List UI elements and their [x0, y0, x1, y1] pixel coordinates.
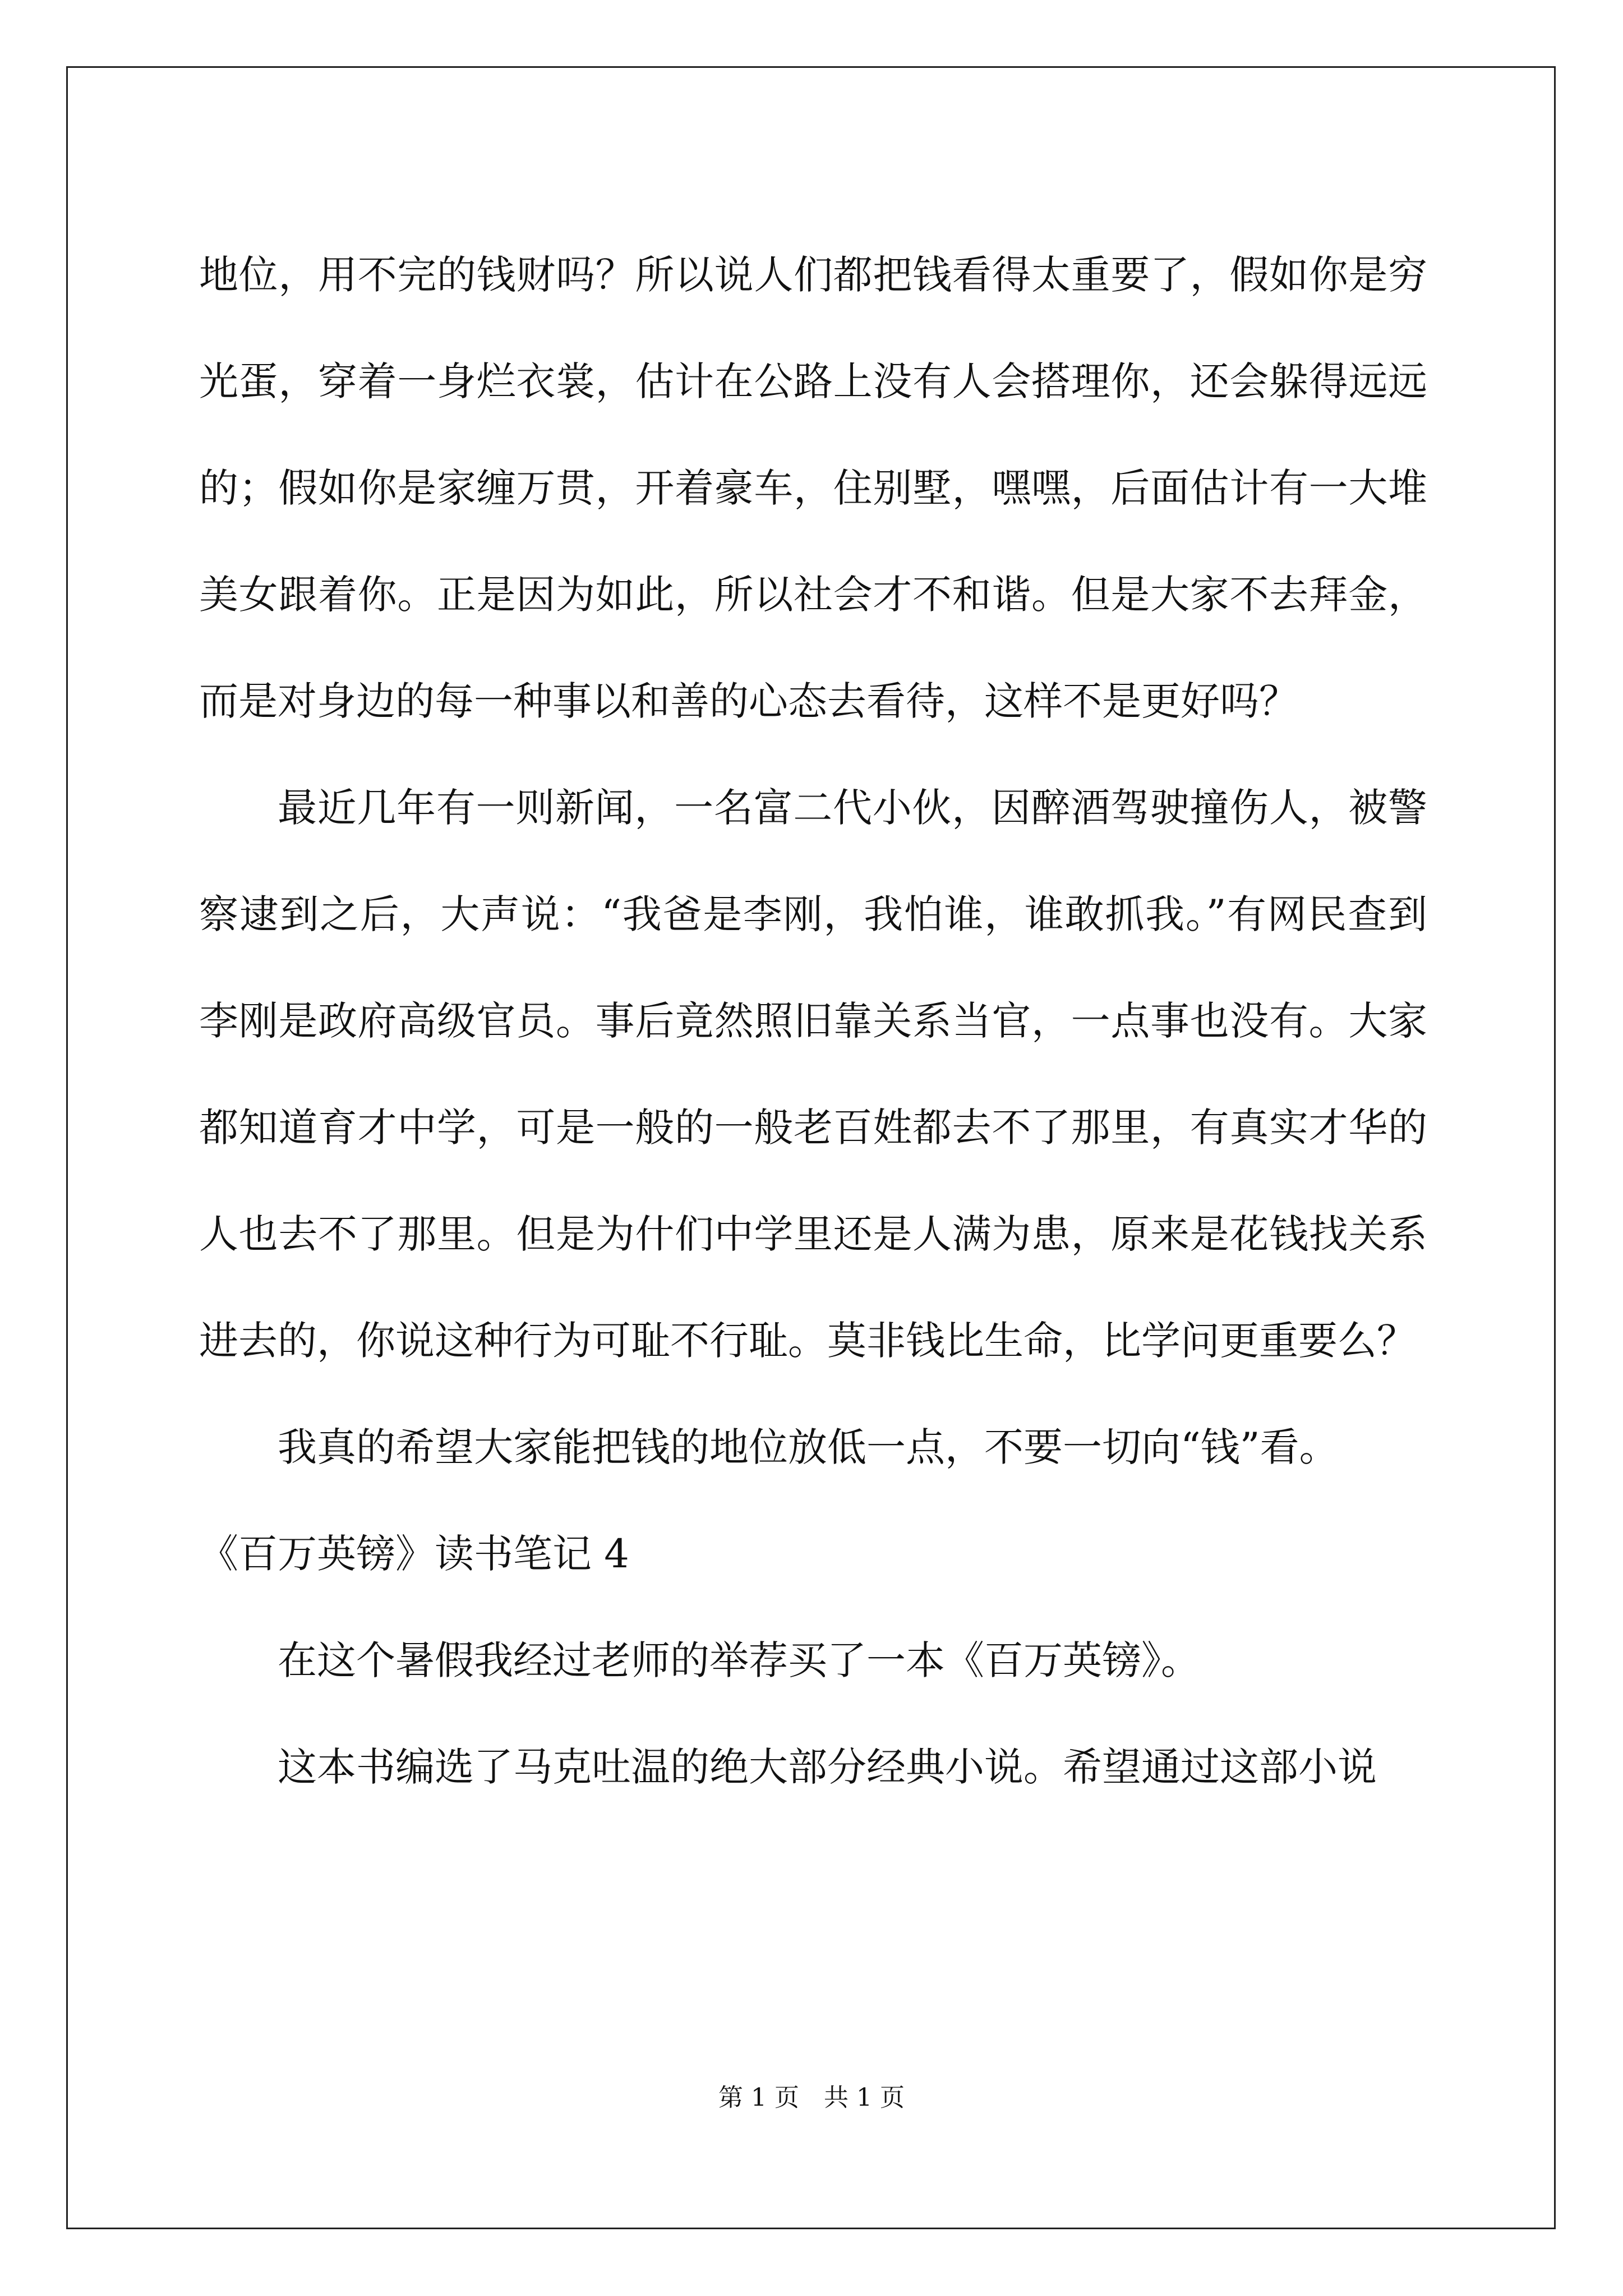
- page-footer: 第 1 页 共 1 页: [718, 2083, 905, 2112]
- paragraph-1: 地位，用不完的钱财吗？所以说人们都把钱看得太重要了，假如你是穷光蛋，穿着一身烂衣裳，估计在公路上没有人会搭理你，还会躲得远远的；假如你是家缠万贯，开着豪车，住别墅，嘿嘿，后面估计有一大堆美女跟着你。正是因为如此，所以社会才不和谐。但是大家不去拜金，而是对身边的每一种事以和善的心态去看待，这样不是更好吗？: [199, 252, 1427, 724]
- paragraph-4: 在这个暑假我经过老师的举荐买了一本《百万英镑》。: [278, 1637, 1200, 1683]
- document-body: [199, 222, 1427, 1820]
- paragraph-5: 这本书编选了马克吐温的绝大部分经典小说。希望通过这部小说: [278, 1744, 1377, 1790]
- paragraph-2: 最近几年有一则新闻，一名富二代小伙，因醉酒驾驶撞伤人，被警察逮到之后，大声说：“我爸是李刚，我怕谁，谁敢抓我。”有网民查到李刚是政府高级官员。事后竟然照旧靠关系当官，一点事也没有。大家都知道育才中学，可是一般的一般老百姓都去不了那里，有真实才华的人也去不了那里。但是为什们中学里还是人满为患，原来是花钱找关系进去的，你说这种行为可耻不行耻。莫非钱比生命，比学问更重要么？: [199, 785, 1427, 1364]
- paragraph-3: 我真的希望大家能把钱的地位放低一点，不要一切向“钱”看。: [278, 1424, 1339, 1470]
- section-heading: 《百万英镑》读书笔记 4: [199, 1531, 629, 1577]
